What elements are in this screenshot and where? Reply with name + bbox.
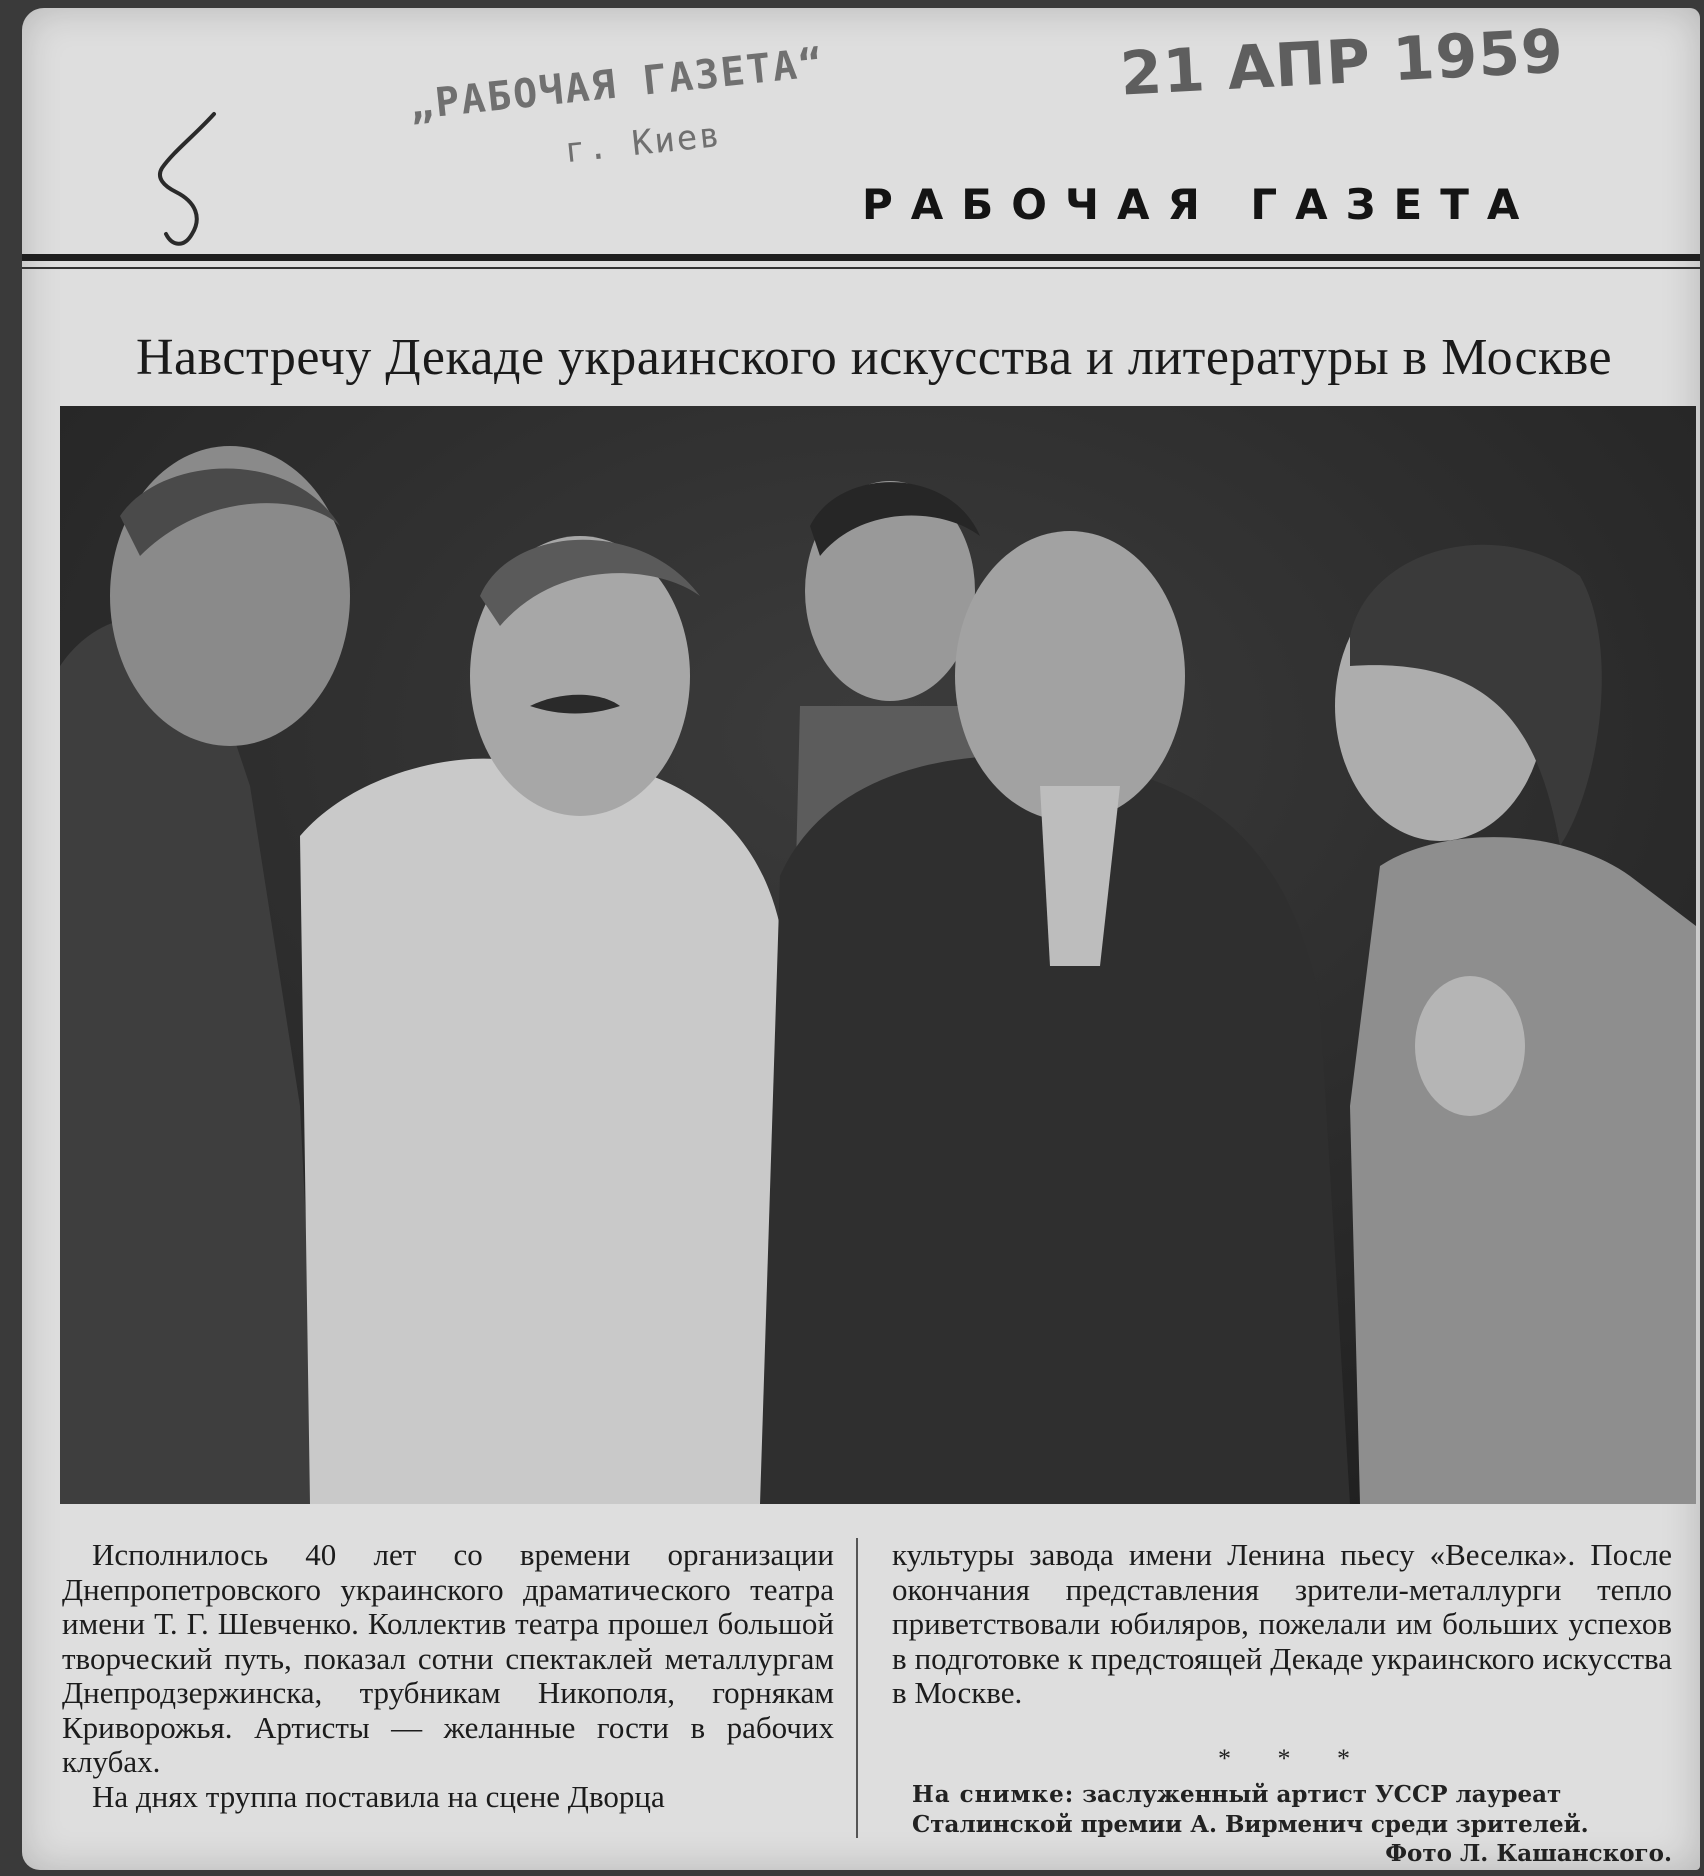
- masthead-rule: [22, 254, 1700, 261]
- article-paragraph-1: Исполнилось 40 лет со времени организации Днепропетровского украинского драматического театра имени Т. Г. Шевченко. Коллектив театра прошел большой творческий путь, показал сотни спектаклей металлургам Днепродзержинска, трубникам Никополя, горнякам Криворожья. Артисты — желанные гости в рабочих клубах.: [62, 1537, 834, 1779]
- article-paragraph-2-end: культуры завода имени Ленина пьесу «Веселка». После окончания представления зрители-металлурги тепло приветствовали юбиляров, пожелали им больших успехов в подготовке к предстоящей Декаде украинского искусства в Москве.: [892, 1537, 1672, 1710]
- masthead-rule-thin: [22, 267, 1700, 269]
- article-paragraph-2-start: На днях труппа поставила на сцене Дворца: [92, 1778, 665, 1814]
- photo-caption: [912, 1780, 1672, 1840]
- stamp-newspaper-name: „РАБОЧАЯ ГАЗЕТА“: [407, 39, 827, 130]
- photo-image: [60, 406, 1696, 1504]
- headline: Навстречу Декаде украинского искусства и литературы в Москве: [136, 329, 1613, 386]
- news-photo: [60, 406, 1696, 1504]
- caption-label: На снимке:: [912, 1781, 1075, 1808]
- article-column-left: [62, 1538, 834, 1814]
- masthead: РАБОЧАЯ ГАЗЕТА: [862, 180, 1538, 229]
- caption-text: заслуженный артист УССР лауреат Сталинской премии А. Вирменич среди зрителей.: [912, 1781, 1589, 1838]
- date-stamp: 21 АПР 1959: [1118, 16, 1566, 110]
- article-column-right: [892, 1538, 1672, 1711]
- handwritten-number-mark: [144, 106, 234, 256]
- newspaper-stamp: [406, 23, 898, 212]
- stamp-city: г. Киев: [562, 114, 724, 172]
- column-divider: [856, 1538, 858, 1838]
- photo-credit: Фото Л. Кашанского.: [1385, 1840, 1672, 1867]
- newspaper-clipping: [22, 8, 1700, 1870]
- separator-stars: * * *: [1218, 1744, 1370, 1773]
